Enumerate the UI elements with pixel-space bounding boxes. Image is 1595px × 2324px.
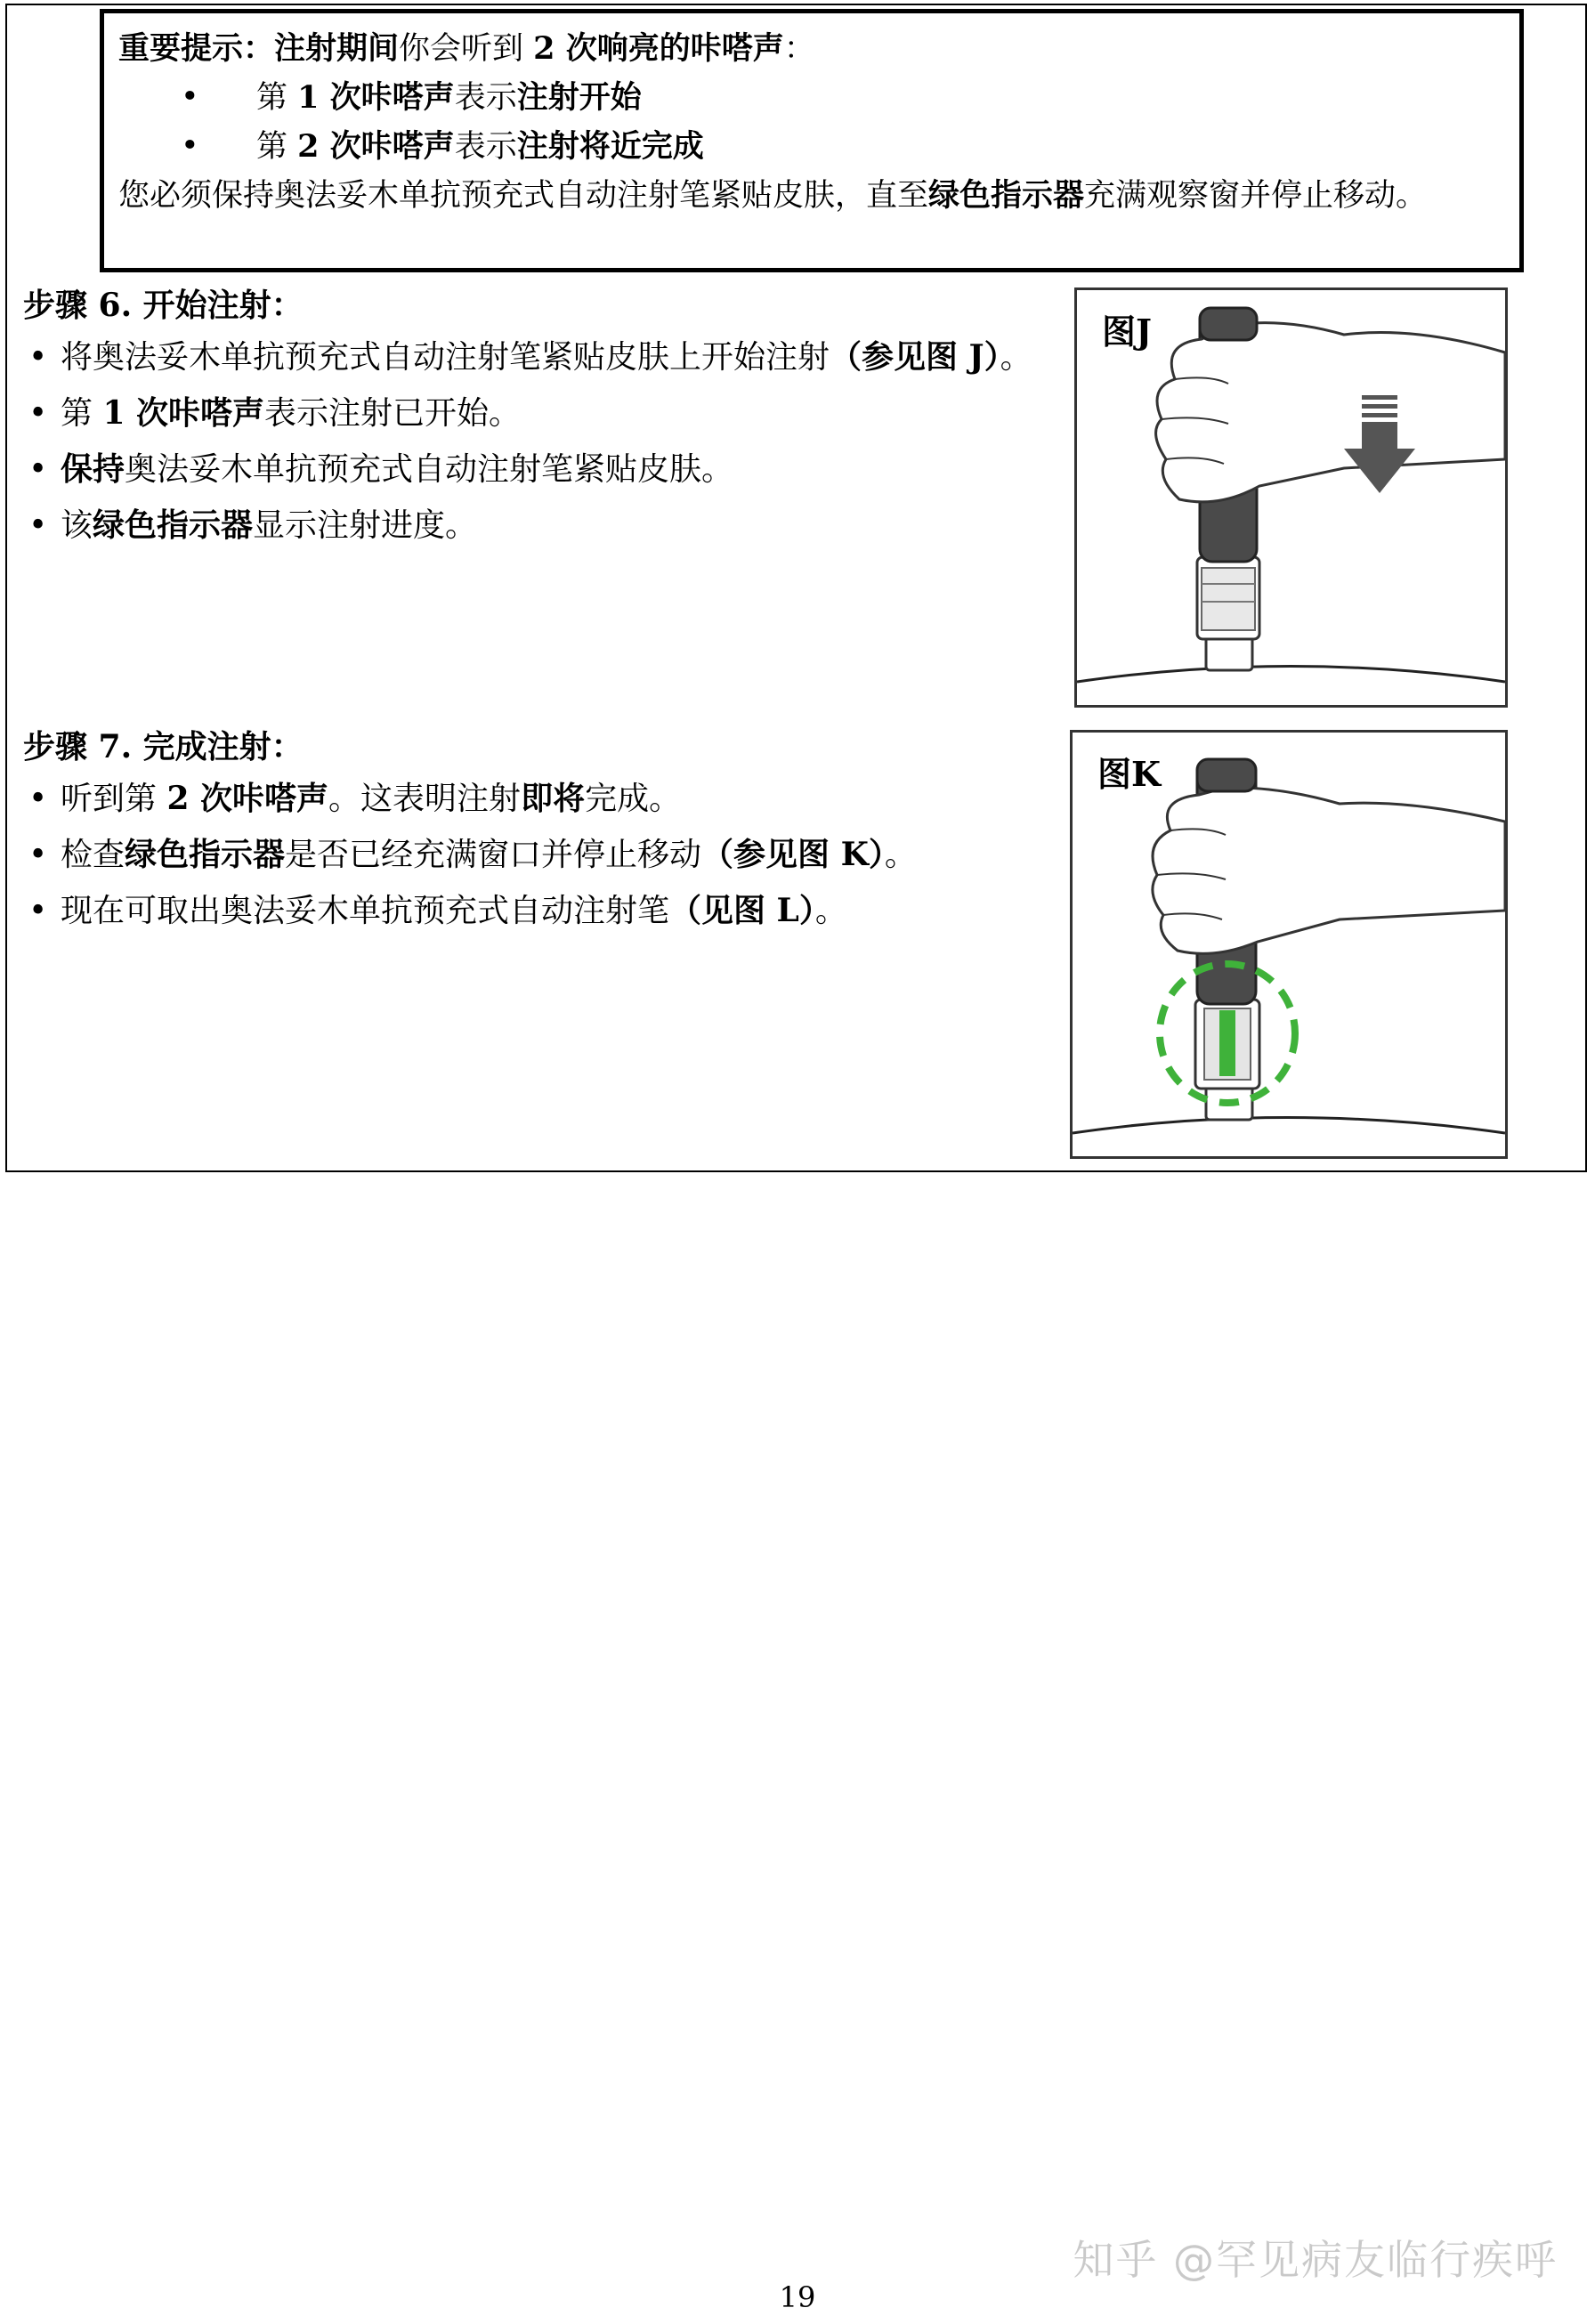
note-item-1 — [118, 73, 1503, 122]
green-indicator — [1219, 1010, 1235, 1076]
item-text: 完成。 — [585, 781, 682, 817]
note-emph: 注射将近完成 — [516, 128, 704, 165]
step-6-section — [23, 278, 1047, 557]
note-emph: 1 次咔嗒声 — [297, 79, 455, 116]
item-emph: 即将 — [521, 780, 586, 817]
list-item — [23, 389, 1047, 438]
item-text: 。这表明注射 — [328, 781, 522, 817]
list-item — [23, 774, 1065, 823]
item-text: 奥法妥木单抗预充式自动注射笔紧贴皮肤。 — [125, 451, 734, 488]
note-text: 您必须保持奥法妥木单抗预充式自动注射笔紧贴皮肤，直至 — [118, 178, 929, 214]
step-6-title: 步骤 6. 开始注射： — [23, 287, 304, 324]
note-label: 重要提示： — [118, 30, 275, 67]
item-emph: （参见图 J） — [830, 338, 1000, 376]
item-emph: 绿色指示器 — [125, 836, 286, 873]
figure-j-label: 图J — [1102, 312, 1152, 352]
item-text: 是否已经充满窗口并停止移动 — [285, 837, 702, 873]
note-heading — [118, 24, 1503, 73]
item-text: 。 — [814, 893, 847, 929]
bullet-icon: • — [28, 837, 48, 873]
figure-k — [1070, 730, 1508, 1159]
item-text: 现在可取出奥法妥木单抗预充式自动注射笔 — [61, 893, 670, 929]
item-text: 听到第 — [61, 781, 167, 817]
watermark: 知乎 @罕见病友临行疾呼 — [1073, 2236, 1558, 2284]
pen-check-illustration — [1073, 733, 1505, 1156]
item-emph: 1 次咔嗒声 — [102, 394, 265, 432]
page-number: 19 — [779, 2280, 816, 2314]
item-text: 显示注射进度。 — [253, 507, 478, 544]
note-emph: 2 次响亮的咔嗒声 — [533, 30, 784, 67]
note-emph: 绿色指示器 — [928, 177, 1085, 214]
step-7-title: 步骤 7. 完成注射： — [23, 728, 304, 765]
item-text: 该 — [61, 507, 93, 544]
bullet-icon: • — [181, 79, 199, 115]
item-text: 。 — [884, 837, 917, 873]
note-emph: 2 次咔嗒声 — [297, 128, 455, 165]
item-emph: （参见图 K） — [701, 836, 885, 873]
item-emph: （见图 L） — [669, 892, 815, 929]
item-text: 表示注射已开始。 — [264, 395, 522, 432]
bullet-icon: • — [181, 128, 199, 164]
list-item — [23, 501, 1047, 550]
item-text: 检查 — [61, 837, 125, 873]
list-item — [23, 887, 1065, 935]
note-text: 表示 — [454, 129, 517, 165]
pen-press-illustration — [1077, 290, 1505, 705]
figure-k-label: 图K — [1097, 754, 1162, 794]
note-text: 你会听到 — [399, 31, 534, 67]
note-emph: 注射期间 — [274, 30, 400, 67]
item-text: 。 — [1000, 339, 1032, 376]
item-text: 将奥法妥木单抗预充式自动注射笔紧贴皮肤上开始注射 — [61, 339, 830, 376]
item-emph: 保持 — [61, 450, 125, 488]
note-text: ： — [783, 31, 815, 67]
important-note-box — [100, 9, 1524, 272]
bullet-icon: • — [28, 781, 48, 817]
bullet-icon: • — [28, 893, 48, 929]
step-7-section — [23, 719, 1065, 943]
item-emph: 2 次咔嗒声 — [166, 780, 329, 817]
figure-j — [1074, 287, 1508, 708]
bullet-icon: • — [28, 451, 48, 488]
note-body — [118, 171, 1503, 221]
list-item — [23, 333, 1047, 382]
note-emph: 注射开始 — [516, 79, 642, 116]
note-item-2 — [118, 122, 1503, 171]
bullet-icon: • — [28, 507, 48, 544]
note-text: 第 — [256, 129, 298, 165]
list-item — [23, 830, 1065, 879]
item-text: 第 — [61, 395, 103, 432]
list-item — [23, 445, 1047, 494]
note-text: 充满观察窗并停止移动。 — [1084, 178, 1428, 214]
bullet-icon: • — [28, 395, 48, 432]
note-text: 第 — [256, 80, 298, 116]
item-emph: 绿色指示器 — [93, 506, 254, 544]
bullet-icon: • — [28, 339, 48, 376]
note-text: 表示 — [454, 80, 517, 116]
